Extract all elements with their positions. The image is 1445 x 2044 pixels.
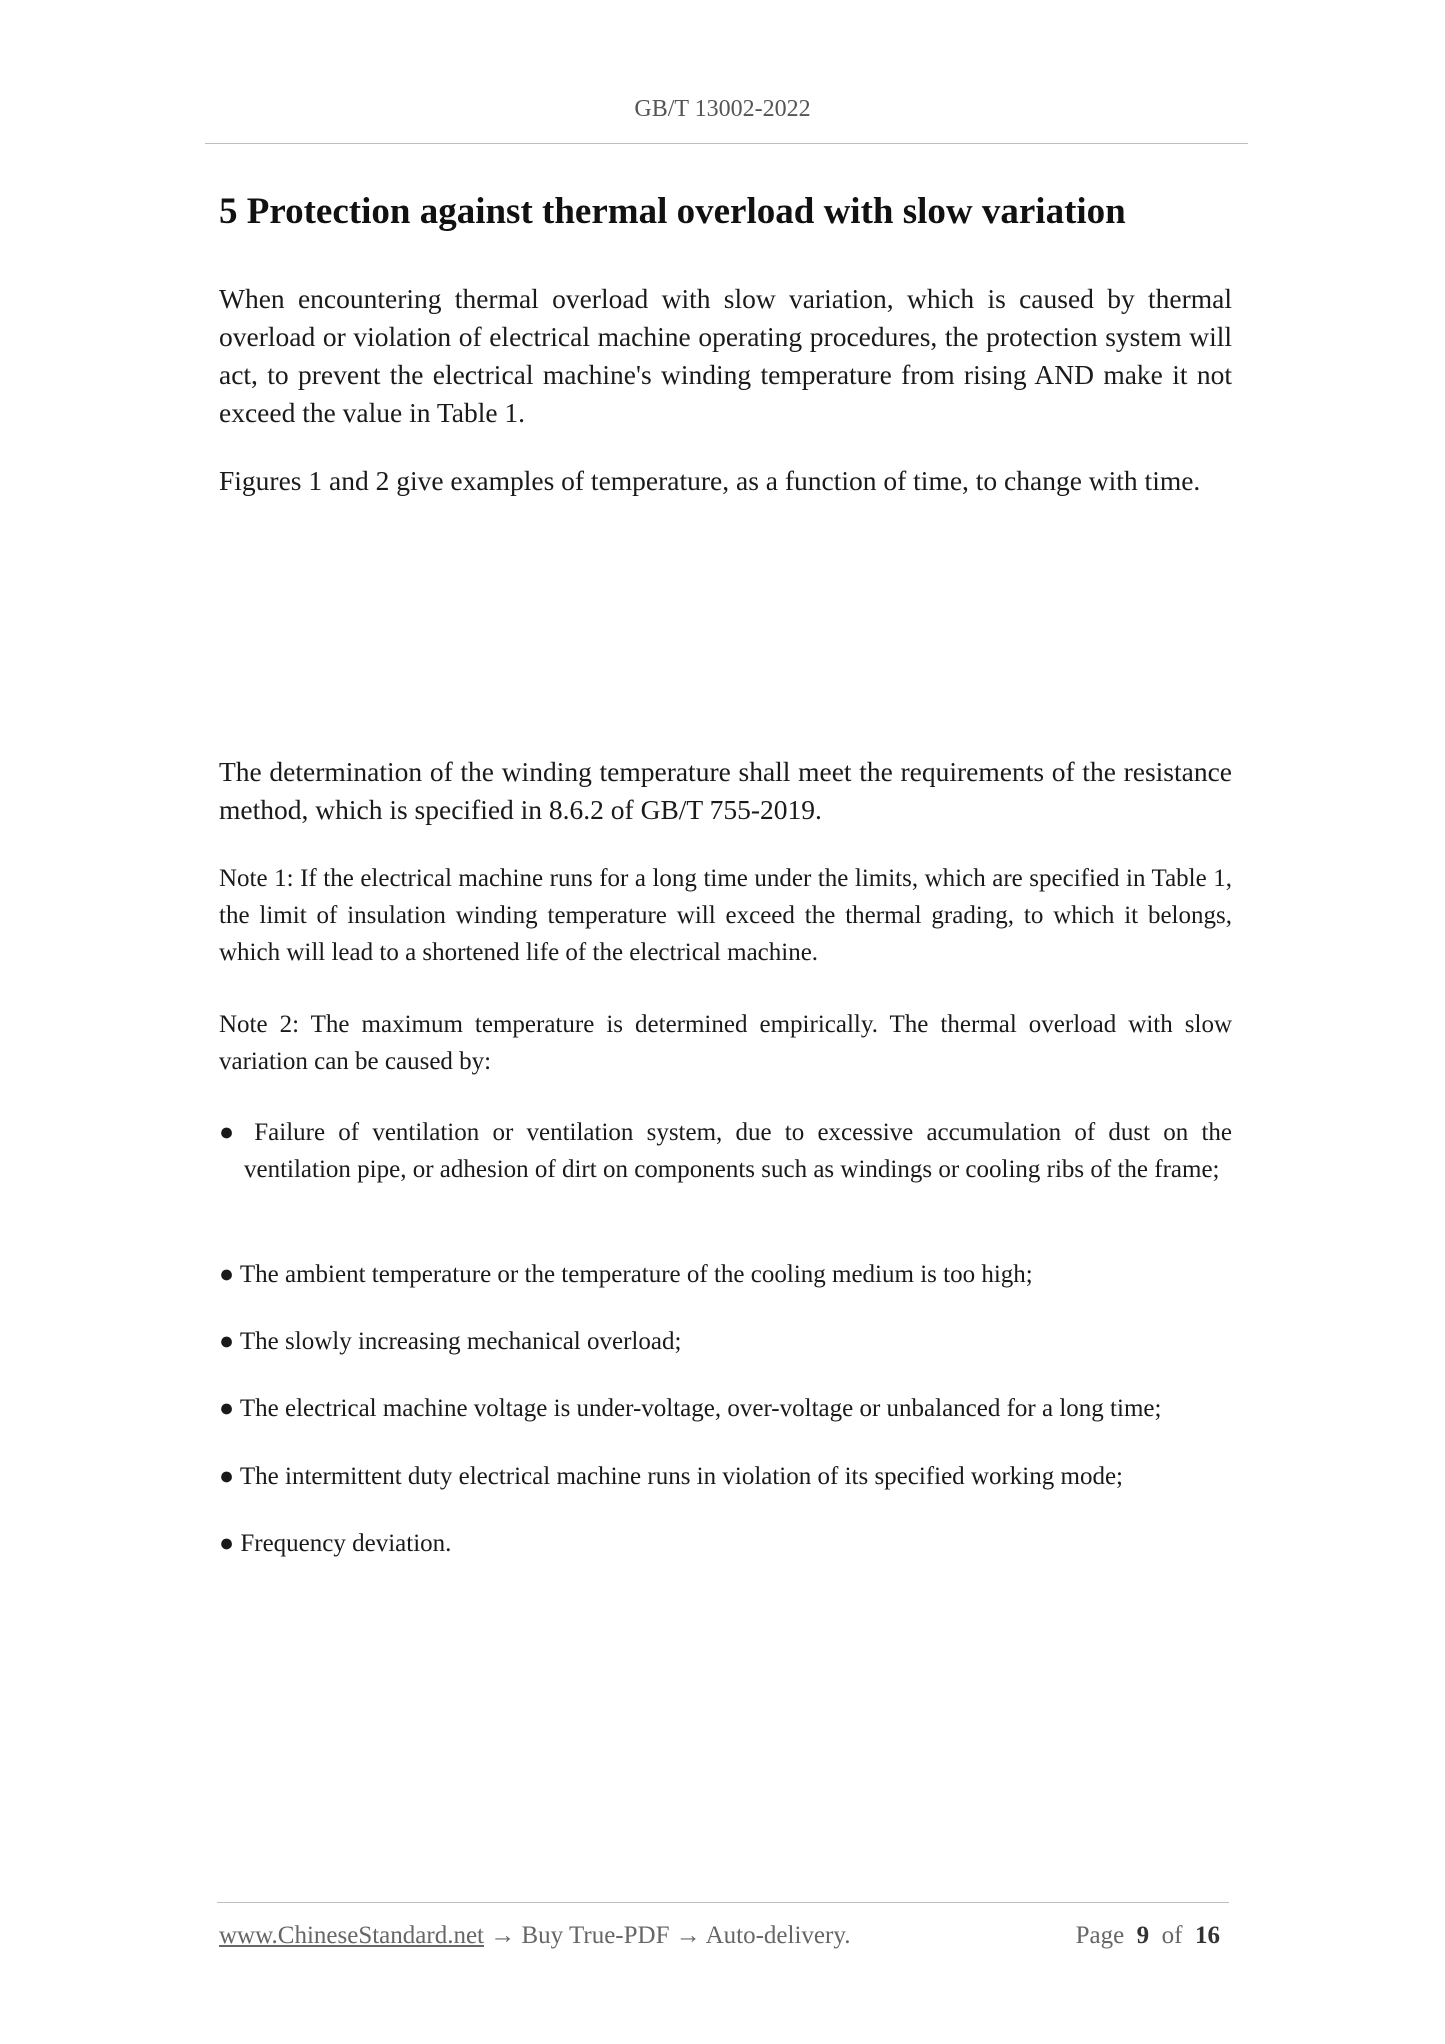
- paragraph-winding-temperature: The determination of the winding temperature shall meet the requirements of the resistance method, which is specified in 8.6.2 of GB/T 755-2019.: [219, 756, 1232, 825]
- page-total: 16: [1195, 1922, 1220, 1949]
- page-number: [1076, 1922, 1220, 1950]
- footer-divider: [217, 1902, 1229, 1903]
- paragraph-intro: When encountering thermal overload with slow variation, which is caused by thermal overload or violation of electrical machine operating procedures, the protection system will act, to prevent the electrical machine's winding temperature from rising AND make it not exceed the value in Table 1.: [219, 283, 1232, 428]
- list-item: ● Failure of ventilation or ventilation system, due to excessive accumulation of dust on the ventilation pipe, or adhesion of dirt on components such as windings or cooling ribs of the frame;: [219, 1119, 1232, 1183]
- list-item: ● The ambient temperature or the temperature of the cooling medium is too high;: [219, 1261, 1033, 1288]
- page-word: Page: [1075, 1922, 1125, 1949]
- list-item: ● Frequency deviation.: [219, 1530, 452, 1557]
- note-2: Note 2: The maximum temperature is determined empirically. The thermal overload with slow variation can be caused by:: [219, 1011, 1232, 1075]
- header-divider: [205, 143, 1248, 144]
- list-item: ● The intermittent duty electrical machine runs in violation of its specified working mode;: [219, 1463, 1123, 1490]
- page-current: 9: [1136, 1922, 1150, 1949]
- note-1: Note 1: If the electrical machine runs for a long time under the limits, which are specified in Table 1, the limit of insulation winding temperature will exceed the thermal grading, to which it belongs, which will lead to a shortened life of the electrical machine.: [219, 865, 1232, 966]
- section-title: 5 Protection against thermal overload with slow variation: [219, 191, 1126, 232]
- list-item: ● The slowly increasing mechanical overload;: [219, 1328, 682, 1355]
- paragraph-figures: Figures 1 and 2 give examples of temperature, as a function of time, to change with time.: [219, 465, 1201, 496]
- footer-promo: [219, 1922, 850, 1950]
- list-item: ● The electrical machine voltage is under-voltage, over-voltage or unbalanced for a long time;: [219, 1395, 1162, 1422]
- promo-text: → Buy True-PDF → Auto-delivery.: [484, 1922, 851, 1949]
- site-link[interactable]: www.ChineseStandard.net: [219, 1922, 484, 1949]
- page-of: of: [1161, 1922, 1183, 1949]
- document-id: GB/T 13002-2022: [634, 96, 811, 122]
